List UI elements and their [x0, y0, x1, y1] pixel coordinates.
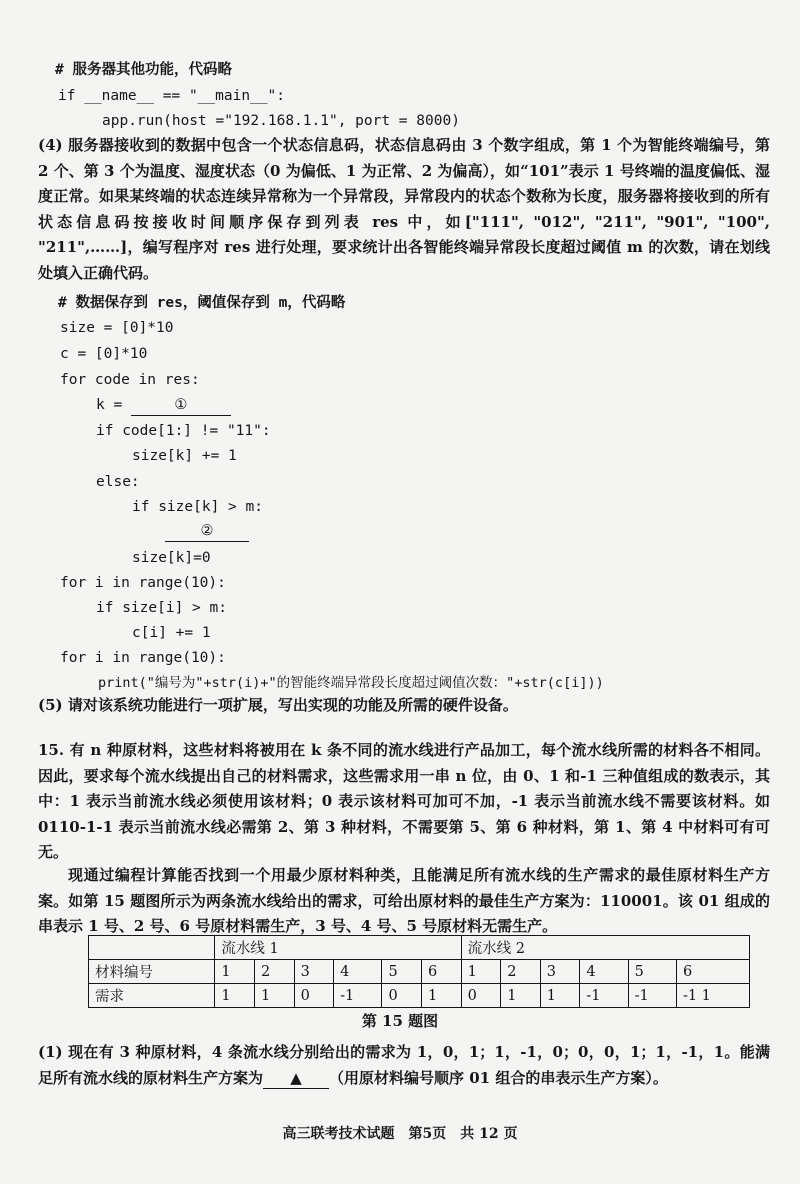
code-line: if size[k] > m:	[132, 499, 263, 515]
table-cell-value: -1	[682, 987, 698, 1004]
code-comment-data: # 数据保存到 res，阈值保存到 m，代码略	[58, 295, 346, 311]
table-cell: 2	[255, 960, 295, 984]
code-if-main: if __name__ == "__main__":	[58, 88, 285, 104]
table-cell: 5	[382, 960, 422, 984]
table-cell: 1	[215, 960, 255, 984]
code-line: else:	[96, 474, 140, 490]
page-footer: 高三联考技术试题 第5页 共 12 页	[282, 1126, 518, 1142]
question-15-text: 15. 有 n 种原材料，这些材料将被用在 k 条不同的流水线进行产品加工，每个流水线所需的材料各不相同。因此，要求每个流水线提出自己的材料需求，这些需求用一串 n 位，由 0、1 和-1 三种值组成的数表示，其中：1 表示当前流水线必须使用该材料；0 表示该材料可加可不加，-1 表示当前流水线不需要该材料。如 0110-1-1 表示当前流水线必需第 2、第 3 种材料，不需要第 5、第 6 种材料，第 1、第 4 中材料可有可无。	[38, 741, 770, 861]
question-15-para-2: 现通过编程计算能否找到一个用最少原材料种类，且能满足所有流水线的生产需求的最佳原材料生产方案。如第 15 题图所示为两条流水线给出的需求，可给出原材料的最佳生产方案为：110001。该 01 组成的串表示 1 号、2 号、6 号原材料需生产，3 号、4 号、5 号原材料无需生产。	[38, 866, 770, 935]
row-label-ids: 材料编号	[89, 960, 215, 984]
question-15-sub-1	[38, 1040, 770, 1091]
question-4-text: (4) 服务器接收到的数据中包含一个状态信息码，状态信息码由 3 个数字组成，第 1 个为智能终端编号，第 2 个、第 3 个为温度、湿度状态（0 为偏低、1 为正常、2 为偏高），如“101”表示 1 号终端的温度偏低、湿度正常。如果某终端的状态连续异常称为一个异常段，异常段内的状态个数称为长度，服务器将接收到的所有状态信息码按接收时间顺序保存到列表 res 中，如["111", "012", "211", "901", "100", "211",……]，编写程序对 res 进行处理，要求统计出各智能终端异常段长度超过阈值 m 的次数，请在划线处填入正确代码。	[38, 136, 770, 282]
table-cell: 1	[215, 984, 255, 1008]
sub-1-text-end: （用原材料编号顺序 01 组合的串表示生产方案）。	[329, 1068, 668, 1087]
code-line: c = [0]*10	[60, 346, 148, 362]
header-line-2: 流水线 2	[461, 936, 749, 960]
code-line: if size[i] > m:	[96, 600, 227, 616]
answer-blank-1[interactable]: ①	[131, 395, 231, 416]
table-cell: 4	[580, 960, 628, 984]
table-cell: 3	[540, 960, 580, 984]
code-line-print: print("编号为"+str(i)+"的智能终端异常段长度超过阈值次数："+str(c[i]))	[98, 675, 604, 691]
code-line-with-blank-2	[165, 519, 249, 543]
row-label-demand: 需求	[89, 984, 215, 1008]
answer-blank-2[interactable]: ②	[165, 521, 249, 542]
table-cell: 1	[540, 984, 580, 1008]
table-cell: -1	[628, 984, 676, 1008]
table-cell-value: 1	[701, 987, 711, 1004]
table-cell: 1	[255, 984, 295, 1008]
code-line: size[k]=0	[132, 550, 211, 566]
table-cell: -1	[334, 984, 382, 1008]
answer-blank-3[interactable]: ▲	[263, 1068, 329, 1089]
table-cell: 5	[628, 960, 676, 984]
code-line-with-blank-1	[96, 393, 231, 417]
code-line: for i in range(10):	[60, 575, 226, 591]
table-cell: -1	[580, 984, 628, 1008]
table-cell: 1	[461, 960, 501, 984]
table-cell: 0	[382, 984, 422, 1008]
table-cell	[676, 984, 749, 1008]
code-line: for code in res:	[60, 372, 200, 388]
table-cell: 0	[294, 984, 334, 1008]
table-cell: 6	[422, 960, 462, 984]
code-line: size = [0]*10	[60, 320, 174, 336]
table-cell: 1	[422, 984, 462, 1008]
code-line: if code[1:] != "11":	[96, 423, 271, 439]
table-row	[89, 936, 750, 960]
code-line: for i in range(10):	[60, 650, 226, 666]
table-cell-corner	[89, 936, 215, 960]
question-5-text: (5) 请对该系统功能进行一项扩展，写出实现的功能及所需的硬件设备。	[38, 696, 518, 714]
figure-caption: 第 15 题图	[361, 1012, 439, 1030]
table-cell: 0	[461, 984, 501, 1008]
header-line-1: 流水线 1	[215, 936, 461, 960]
table-cell: 6	[676, 960, 749, 984]
code-line: size[k] += 1	[132, 448, 237, 464]
table-cell: 2	[501, 960, 541, 984]
table-row	[89, 960, 750, 984]
requirement-table	[88, 935, 750, 1008]
code-app-run: app.run(host ="192.168.1.1", port = 8000)	[102, 113, 460, 129]
sub-1-text: (1) 现在有 3 种原材料，4 条流水线分别给出的需求为 1，0，1；1，-1，0；0，0，1；1，-1，1。能满足所有流水线的原材料生产方案为	[38, 1043, 770, 1087]
code-comment-server: # 服务器其他功能，代码略	[55, 62, 232, 78]
code-line: c[i] += 1	[132, 625, 211, 641]
table-row	[89, 984, 750, 1008]
table-cell: 1	[501, 984, 541, 1008]
table-cell: 4	[334, 960, 382, 984]
code-line: k =	[96, 397, 131, 413]
table-cell: 3	[294, 960, 334, 984]
